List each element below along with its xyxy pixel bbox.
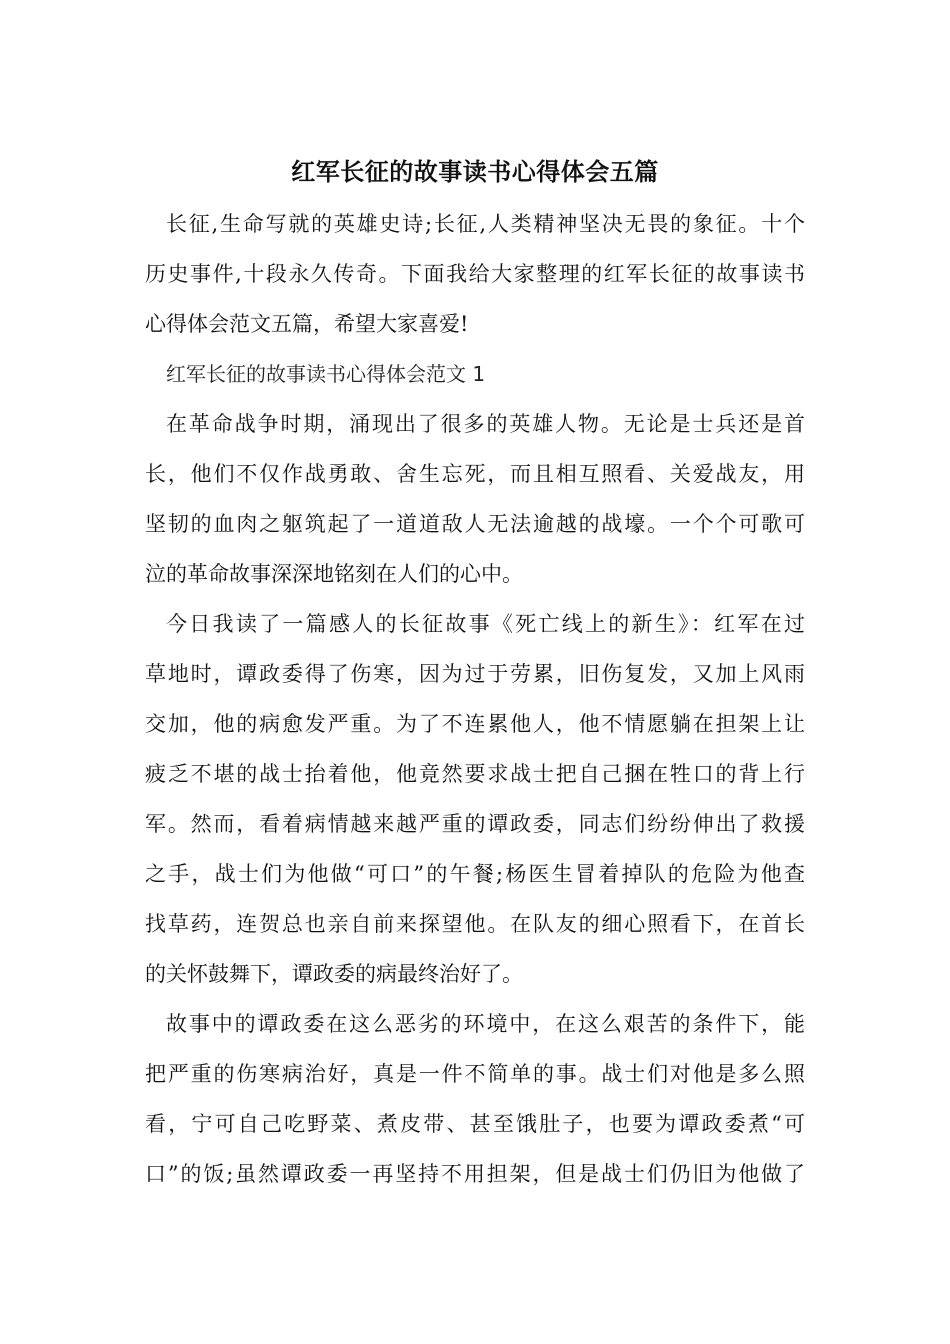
intro-line-2: 历史事件,十段永久传奇。下面我给大家整理的红军长征的故事读书 (145, 262, 805, 286)
paragraph2-line-4: 疲乏不堪的战士抬着他，他竟然要求战士把自己捆在牲口的背上行 (145, 762, 805, 786)
intro-line-3: 心得体会范文五篇，希望大家喜爱! (145, 312, 469, 336)
paragraph2-line-1: 今日我读了一篇感人的长征故事《死亡线上的新生》：红军在过 (166, 612, 805, 636)
paragraph3-line-4: 口”的饭;虽然谭政委一再坚持不用担架，但是战士们仍旧为他做了 (145, 1162, 805, 1186)
paragraph1-line-2: 长，他们不仅作战勇敢、舍生忘死，而且相互照看、关爱战友，用 (145, 462, 805, 486)
paragraph2-line-5: 军。然而，看着病情越来越严重的谭政委，同志们纷纷伸出了救援 (145, 812, 805, 836)
document-title: 红军长征的故事读书心得体会五篇 (291, 157, 659, 186)
paragraph3-line-3: 看，宁可自己吃野菜、煮皮带、甚至饿肚子，也要为谭政委煮“可 (145, 1112, 805, 1136)
paragraph2-line-7: 找草药，连贺总也亲自前来探望他。在队友的细心照看下，在首长 (145, 912, 805, 936)
paragraph2-line-6: 之手，战士们为他做“可口”的午餐;杨医生冒着掉队的危险为他查 (145, 862, 805, 886)
paragraph3-line-2: 把严重的伤寒病治好，真是一件不简单的事。战士们对他是多么照 (145, 1062, 805, 1086)
paragraph3-line-1: 故事中的谭政委在这么恶劣的环境中，在这么艰苦的条件下，能 (166, 1012, 805, 1036)
paragraph2-line-2: 草地时，谭政委得了伤寒，因为过于劳累，旧伤复发，又加上风雨 (145, 662, 805, 686)
paragraph1-line-4: 泣的革命故事深深地铭刻在人们的心中。 (145, 562, 523, 586)
intro-line-1: 长征,生命写就的英雄史诗;长征,人类精神坚决无畏的象征。十个 (166, 212, 805, 236)
paragraph2-line-8: 的关怀鼓舞下，谭政委的病最终治好了。 (145, 962, 523, 986)
paragraph1-line-1: 在革命战争时期，涌现出了很多的英雄人物。无论是士兵还是首 (166, 412, 805, 436)
paragraph2-line-3: 交加，他的病愈发严重。为了不连累他人，他不情愿躺在担架上让 (145, 712, 805, 736)
paragraph1-line-3: 坚韧的血肉之躯筑起了一道道敌人无法逾越的战壕。一个个可歌可 (145, 512, 805, 536)
section-heading: 红军长征的故事读书心得体会范文 1 (166, 362, 486, 386)
